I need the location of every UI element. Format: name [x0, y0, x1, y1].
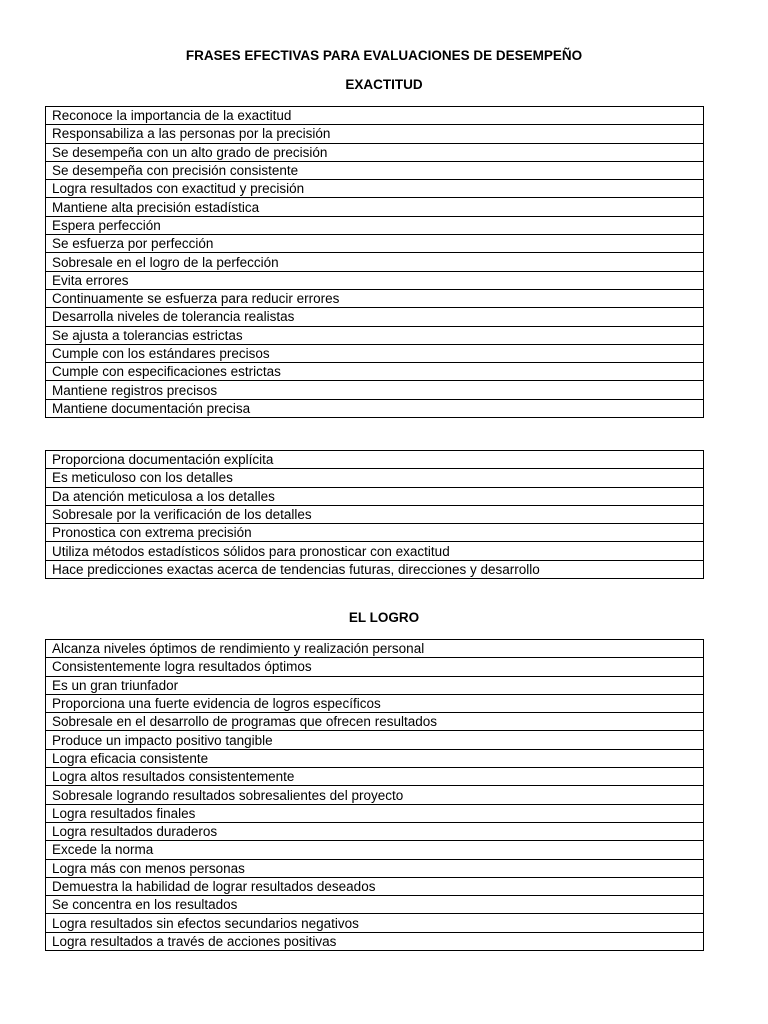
table-row: [46, 469, 704, 487]
table-row: [46, 932, 704, 950]
phrase-cell: Utiliza métodos estadísticos sólidos para pronosticar con exactitud: [46, 542, 704, 560]
table-row: [46, 640, 704, 658]
phrase-cell: Espera perfección: [46, 216, 704, 234]
phrase-cell: Logra eficacia consistente: [46, 749, 704, 767]
phrase-cell: Da atención meticulosa a los detalles: [46, 487, 704, 505]
table-row: [46, 749, 704, 767]
phrase-cell: Evita errores: [46, 271, 704, 289]
table-row: [46, 524, 704, 542]
table-row: [46, 487, 704, 505]
phrase-cell: Sobresale en el logro de la perfección: [46, 253, 704, 271]
document-title: FRASES EFECTIVAS PARA EVALUACIONES DE DESEMPEÑO: [185, 48, 583, 63]
phrase-cell: Cumple con los estándares precisos: [46, 344, 704, 362]
table-row: [46, 731, 704, 749]
phrase-cell: Logra más con menos personas: [46, 859, 704, 877]
table-row: [46, 216, 704, 234]
table-row: [46, 822, 704, 840]
table-row: [46, 289, 704, 307]
phrase-cell: Hace predicciones exactas acerca de tendencias futuras, direcciones y desarrollo: [46, 560, 704, 578]
table-row: [46, 308, 704, 326]
table-row: [46, 363, 704, 381]
table-row: [46, 505, 704, 523]
phrase-cell: Es meticuloso con los detalles: [46, 469, 704, 487]
table-row: [46, 451, 704, 469]
phrase-cell: Proporciona documentación explícita: [46, 451, 704, 469]
phrase-cell: Se ajusta a tolerancias estrictas: [46, 326, 704, 344]
phrase-cell: Excede la norma: [46, 841, 704, 859]
table-row: [46, 198, 704, 216]
table-row: [46, 344, 704, 362]
phrase-cell: Produce un impacto positivo tangible: [46, 731, 704, 749]
table-row: [46, 253, 704, 271]
phrase-cell: Logra resultados a través de acciones positivas: [46, 932, 704, 950]
phrase-cell: Logra resultados con exactitud y precisión: [46, 180, 704, 198]
section-heading-el-logro: EL LOGRO: [348, 610, 420, 625]
table-row: [46, 914, 704, 932]
table-row: [46, 271, 704, 289]
table-row: [46, 542, 704, 560]
phrase-cell: Reconoce la importancia de la exactitud: [46, 107, 704, 125]
phrase-cell: Sobresale logrando resultados sobresalientes del proyecto: [46, 786, 704, 804]
phrase-cell: Demuestra la habilidad de lograr resultados deseados: [46, 877, 704, 895]
table-row: [46, 694, 704, 712]
phrase-cell: Sobresale por la verificación de los detalles: [46, 505, 704, 523]
phrase-cell: Logra resultados finales: [46, 804, 704, 822]
phrase-cell: Continuamente se esfuerza para reducir errores: [46, 289, 704, 307]
phrase-cell: Pronostica con extrema precisión: [46, 524, 704, 542]
table-row: [46, 859, 704, 877]
phrase-cell: Logra resultados sin efectos secundarios negativos: [46, 914, 704, 932]
table-row: [46, 125, 704, 143]
phrase-cell: Se desempeña con precisión consistente: [46, 161, 704, 179]
table-row: [46, 713, 704, 731]
table-row: [46, 804, 704, 822]
phrase-cell: Sobresale en el desarrollo de programas que ofrecen resultados: [46, 713, 704, 731]
table-row: [46, 658, 704, 676]
phrase-cell: Mantiene documentación precisa: [46, 399, 704, 417]
phrase-cell: Mantiene registros precisos: [46, 381, 704, 399]
table-row: [46, 676, 704, 694]
table-row: [46, 786, 704, 804]
table-row: [46, 560, 704, 578]
phrases-table-el-logro: [45, 639, 704, 951]
table-row: [46, 235, 704, 253]
section-heading-exactitud: EXACTITUD: [345, 77, 423, 92]
table-row: [46, 399, 704, 417]
table-row: [46, 381, 704, 399]
table-row: [46, 180, 704, 198]
phrase-cell: Se concentra en los resultados: [46, 896, 704, 914]
phrase-cell: Cumple con especificaciones estrictas: [46, 363, 704, 381]
phrase-cell: Logra resultados duraderos: [46, 822, 704, 840]
phrases-table-exactitud-1: [45, 106, 704, 418]
phrase-cell: Mantiene alta precisión estadística: [46, 198, 704, 216]
table-row: [46, 107, 704, 125]
phrase-cell: Responsabiliza a las personas por la precisión: [46, 125, 704, 143]
phrase-cell: Es un gran triunfador: [46, 676, 704, 694]
phrase-cell: Logra altos resultados consistentemente: [46, 768, 704, 786]
phrases-table-exactitud-2: [45, 450, 704, 579]
table-row: [46, 841, 704, 859]
table-row: [46, 161, 704, 179]
table-row: [46, 326, 704, 344]
table-row: [46, 896, 704, 914]
phrase-cell: Alcanza niveles óptimos de rendimiento y realización personal: [46, 640, 704, 658]
phrase-cell: Consistentemente logra resultados óptimos: [46, 658, 704, 676]
table-row: [46, 768, 704, 786]
table-row: [46, 877, 704, 895]
phrase-cell: Desarrolla niveles de tolerancia realistas: [46, 308, 704, 326]
table-row: [46, 143, 704, 161]
phrase-cell: Se desempeña con un alto grado de precisión: [46, 143, 704, 161]
phrase-cell: Se esfuerza por perfección: [46, 235, 704, 253]
phrase-cell: Proporciona una fuerte evidencia de logros específicos: [46, 694, 704, 712]
